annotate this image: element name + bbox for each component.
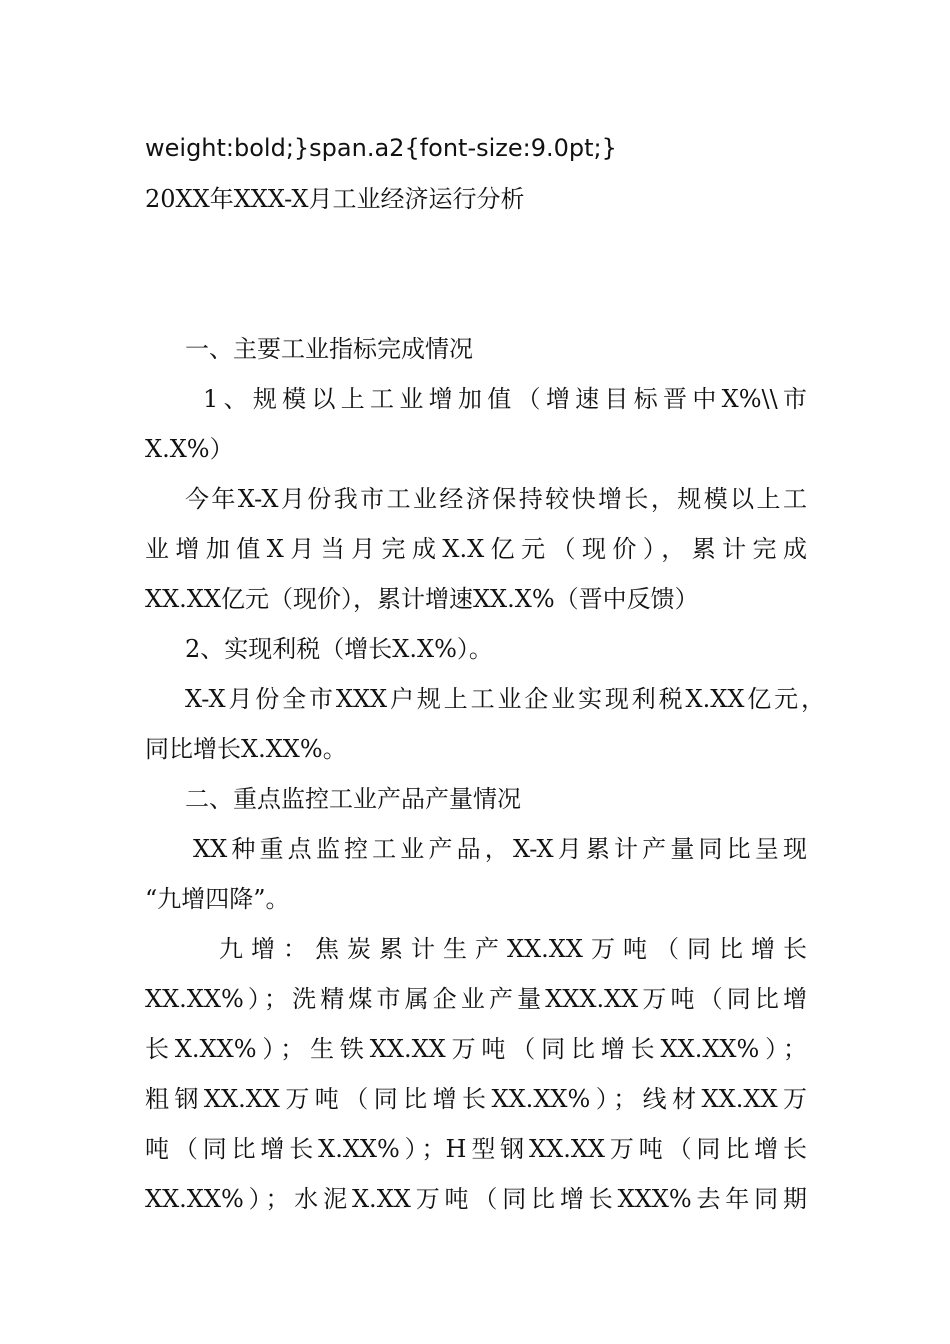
paragraph-line: XX.XX%）；洗精煤市属企业产量XXX.XX万吨（同比增 — [145, 985, 807, 1013]
subheading-1: 1、规模以上工业增加值（增速目标晋中X%\\市 — [203, 385, 807, 413]
paragraph-line: X-X月份全市XXX户规上工业企业实现利税X.XX亿元， — [185, 685, 825, 713]
paragraph-line: 粗钢XX.XX万吨（同比增长XX.XX%）；线材XX.XX万 — [145, 1085, 807, 1113]
paragraph-line: 业增加值X月当月完成X.X亿元（现价），累计完成 — [145, 535, 807, 563]
paragraph-line: 今年X-X月份我市工业经济保持较快增长，规模以上工 — [185, 485, 807, 513]
paragraph-line: 同比增长X.XX%。 — [145, 735, 347, 763]
section-heading-2: 二、重点监控工业产品产量情况 — [185, 785, 521, 813]
paragraph-line: XX种重点监控工业产品，X-X月累计产量同比呈现 — [193, 835, 807, 863]
section-heading-1: 一、主要工业指标完成情况 — [185, 335, 473, 363]
document-title: 20XX年XXX-X月工业经济运行分析 — [145, 185, 525, 213]
paragraph-line: 长X.XX%）；生铁XX.XX万吨（同比增长XX.XX%）； — [145, 1035, 807, 1063]
paragraph-line: “九增四降”。 — [145, 885, 290, 913]
css-residue-text: weight:bold;}span.a2{font-size:9.0pt;} — [145, 134, 617, 162]
subheading-2: 2、实现利税（增长X.X%）。 — [185, 635, 493, 663]
paragraph-line: X.X%） — [145, 435, 234, 463]
paragraph-line: XX.XX%）；水泥X.XX万吨（同比增长XXX%去年同期 — [145, 1185, 807, 1213]
paragraph-line: 吨（同比增长X.XX%）；H型钢XX.XX万吨（同比增长 — [145, 1135, 807, 1163]
paragraph-line: XX.XX亿元（现价），累计增速XX.X%（晋中反馈） — [145, 585, 699, 613]
paragraph-line: 九增：焦炭累计生产XX.XX万吨（同比增长 — [219, 935, 807, 963]
